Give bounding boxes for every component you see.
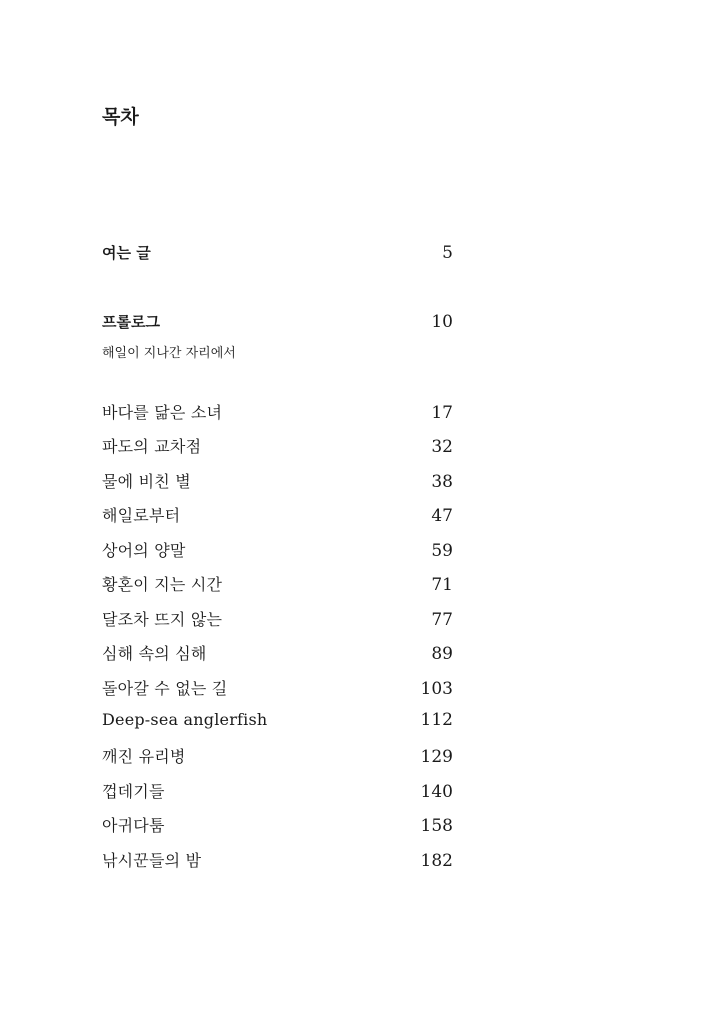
toc-entry-page: 59 xyxy=(431,541,453,561)
toc-entry-page: 77 xyxy=(431,610,453,630)
toc-entry-page: 140 xyxy=(420,782,453,802)
toc-entry-page: 10 xyxy=(431,312,453,332)
toc-entry xyxy=(102,503,453,526)
toc-entry xyxy=(102,572,453,595)
toc-entry-title: 낚시꾼들의 밤 xyxy=(102,851,202,870)
toc-entry xyxy=(102,400,453,423)
toc-entry xyxy=(102,848,453,871)
toc-entry-title: 심해 속의 심해 xyxy=(102,644,207,663)
toc-entry xyxy=(102,744,453,767)
toc-entry-page: 32 xyxy=(431,437,453,457)
toc-entry-page: 112 xyxy=(420,710,453,730)
toc-entry-page: 71 xyxy=(431,575,453,595)
toc-entry-title: 바다를 닮은 소녀 xyxy=(102,403,223,422)
toc-entry-page: 5 xyxy=(442,243,453,263)
toc-entry-title: 물에 비친 별 xyxy=(102,472,191,491)
toc-entry-title: 파도의 교차점 xyxy=(102,437,202,456)
toc-entry xyxy=(102,538,453,561)
toc-entry xyxy=(102,641,453,664)
toc-entry-opening xyxy=(102,242,453,263)
page-title: 목차 xyxy=(102,106,139,128)
toc-entry-title: 여는 글 xyxy=(102,244,151,262)
toc-entry xyxy=(102,813,453,836)
toc-entry xyxy=(102,434,453,457)
toc-entry-prologue xyxy=(102,311,453,332)
toc-entry xyxy=(102,676,453,699)
toc-entry xyxy=(102,607,453,630)
toc-entry-title: 아귀다툼 xyxy=(102,816,165,835)
toc-entry-title: Deep-sea anglerfish xyxy=(102,710,268,729)
toc-entry-page: 17 xyxy=(431,403,453,423)
toc-entry-page: 89 xyxy=(431,644,453,664)
toc-entry-title: 껍데기들 xyxy=(102,782,165,801)
toc-entry-title: 깨진 유리병 xyxy=(102,747,186,766)
toc-entry-title: 상어의 양말 xyxy=(102,541,186,560)
toc-entry-page: 47 xyxy=(431,506,453,526)
toc-entry-page: 103 xyxy=(420,679,453,699)
toc-entry-title: 황혼이 지는 시간 xyxy=(102,575,223,594)
toc-entry xyxy=(102,469,453,492)
toc-entry-page: 38 xyxy=(431,472,453,492)
toc-entry-page: 158 xyxy=(420,816,453,836)
toc-entry-title: 해일로부터 xyxy=(102,506,181,525)
toc-entry xyxy=(102,779,453,802)
toc-entry xyxy=(102,710,453,730)
toc-entry-page: 182 xyxy=(420,851,453,871)
toc-entry-subtitle: 해일이 지나간 자리에서 xyxy=(102,346,236,361)
toc-entry-page: 129 xyxy=(420,747,453,767)
toc-entry-title: 프롤로그 xyxy=(102,313,160,331)
toc-entry-title: 돌아갈 수 없는 길 xyxy=(102,679,228,698)
toc-entry-title: 달조차 뜨지 않는 xyxy=(102,610,223,629)
